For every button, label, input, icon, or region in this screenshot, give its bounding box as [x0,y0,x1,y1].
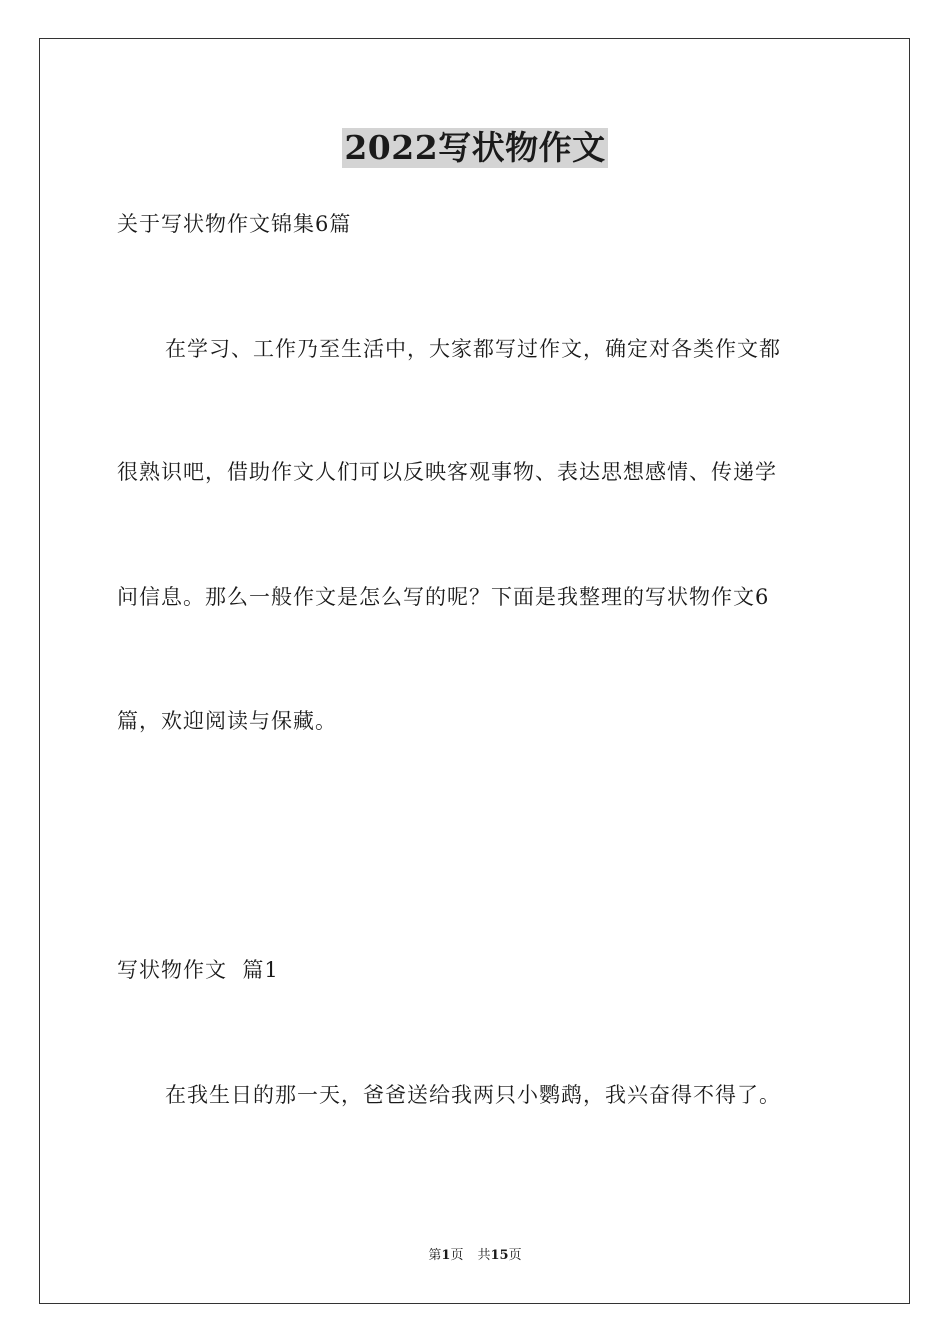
title-container [0,128,950,168]
intro-paragraph-line: 很熟识吧，借助作文人们可以反映客观事物、表达思想感情、传递学 [117,460,777,484]
footer-page-unit: 页 [450,1248,464,1263]
document-subtitle: 关于写状物作文锦集6篇 [117,212,352,236]
section-heading: 写状物作文 篇1 [117,958,279,982]
intro-paragraph-line: 问信息。那么一般作文是怎么写的呢？下面是我整理的写状物作文6 [117,585,770,609]
intro-paragraph-line: 篇，欢迎阅读与保藏。 [117,709,337,733]
section-paragraph-line: 在我生日的那一天，爸爸送给我两只小鹦鹉，我兴奋得不得了。 [165,1083,781,1107]
footer-total-unit: 页 [508,1248,522,1263]
footer-page-current: 1 [441,1248,451,1263]
document-title: 2022写状物作文 [344,128,606,167]
footer-page-total: 15 [490,1248,509,1263]
footer-total-prefix: 共 [477,1248,491,1263]
page-footer [0,1246,950,1266]
intro-paragraph-line: 在学习、工作乃至生活中，大家都写过作文，确定对各类作文都 [165,337,781,361]
footer-page-prefix: 第 [428,1248,442,1263]
